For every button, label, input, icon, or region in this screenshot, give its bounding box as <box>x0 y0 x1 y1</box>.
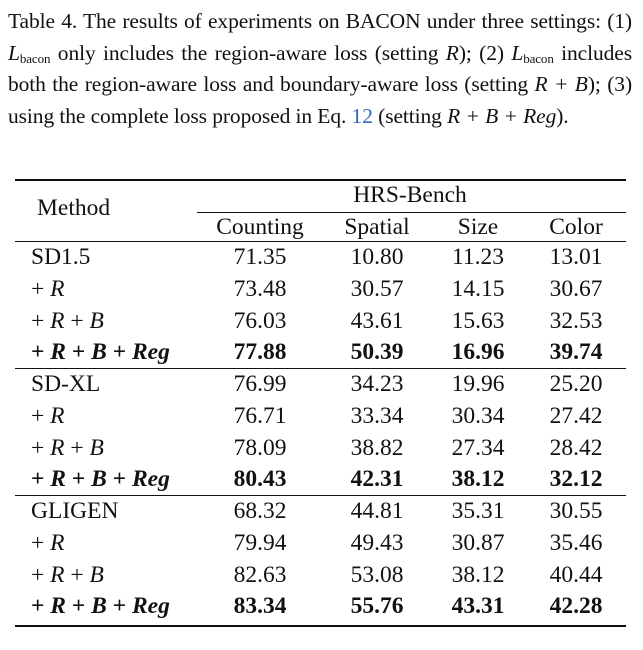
table-cell: 42.28 <box>549 593 603 620</box>
table-cell: 83.34 <box>233 593 287 620</box>
table-cell: 19.96 <box>451 371 505 397</box>
table-cell: 42.31 <box>350 466 404 493</box>
row-label: GLIGEN <box>31 498 119 524</box>
row-label: + R + B <box>31 434 104 461</box>
table-cell: 16.96 <box>451 339 505 366</box>
table-cell: 30.87 <box>451 529 505 556</box>
table-cell: 77.88 <box>233 339 287 366</box>
table-cell: 32.12 <box>549 466 603 493</box>
row-label: + R + B + Reg <box>31 466 170 493</box>
table-cell: 76.03 <box>233 307 287 334</box>
table-cell: 43.31 <box>451 593 505 620</box>
table-cell: 28.42 <box>549 434 603 461</box>
table-cell: 38.12 <box>451 466 505 493</box>
table-cell: 79.94 <box>233 529 287 556</box>
table-cell: 53.08 <box>350 561 404 588</box>
table-cell: 73.48 <box>233 275 287 302</box>
caption-part6: (setting <box>372 103 448 128</box>
caption-part3: ); (2) <box>458 40 512 65</box>
table-cell: 76.71 <box>233 402 287 429</box>
table-cell: 78.09 <box>233 434 287 461</box>
table-cell: 34.23 <box>350 371 404 397</box>
table-cell: 30.34 <box>451 402 505 429</box>
loss-subscript: bacon <box>19 50 51 66</box>
row-label: + R + B <box>31 307 104 334</box>
group-rule-gligen <box>15 495 626 496</box>
table-cell: 43.61 <box>350 307 404 334</box>
group-rule-sdxl <box>15 368 626 369</box>
caption-part7: ). <box>556 103 569 128</box>
row-label: + R + B <box>31 561 104 588</box>
row-label: + R <box>31 402 65 429</box>
table-cell: 30.67 <box>549 275 603 302</box>
loss-subscript-2: bacon <box>523 50 554 66</box>
table-cell: 11.23 <box>451 244 505 270</box>
row-label: SD1.5 <box>31 244 91 270</box>
table-cell: 14.15 <box>451 275 505 302</box>
table-cell: 55.76 <box>350 593 404 620</box>
setting-rb: R + B <box>534 72 588 96</box>
column-header-counting: Counting <box>216 214 304 240</box>
table-cell: 76.99 <box>233 371 287 397</box>
table-cell: 13.01 <box>549 244 603 270</box>
table-cell: 38.12 <box>451 561 505 588</box>
row-label: + R + B + Reg <box>31 339 170 366</box>
hrs-bench-header: HRS-Bench <box>353 182 467 208</box>
top-rule <box>15 179 626 181</box>
table-cell: 35.46 <box>549 529 603 556</box>
column-header-color: Color <box>549 214 603 240</box>
bottom-rule <box>15 625 626 627</box>
setting-r: R <box>445 40 459 65</box>
table-cell: 68.32 <box>233 498 287 524</box>
equation-reference-link[interactable]: 12 <box>351 103 373 128</box>
group-rule-sd15 <box>15 241 626 242</box>
table-cell: 40.44 <box>549 561 603 588</box>
row-label: + R <box>31 275 65 302</box>
loss-symbol: L <box>8 40 20 65</box>
table-cell: 27.42 <box>549 402 603 429</box>
table-cell: 35.31 <box>451 498 505 524</box>
caption-part1: Table 4. The results of experiments on BACON under three settings: (1) <box>8 9 632 33</box>
table-cell: 33.34 <box>350 402 404 429</box>
setting-rbreg: R + B + Reg <box>447 103 557 128</box>
loss-symbol-2: L <box>511 40 524 65</box>
method-header: Method <box>37 195 111 221</box>
table-cell: 30.57 <box>350 275 404 302</box>
table-cell: 10.80 <box>350 244 404 270</box>
table-cell: 49.43 <box>350 529 404 556</box>
table-cell: 82.63 <box>233 561 287 588</box>
table-cell: 27.34 <box>451 434 505 461</box>
table-cell: 30.55 <box>549 498 603 524</box>
row-label: + R + B + Reg <box>31 593 170 620</box>
column-header-spatial: Spatial <box>344 214 410 240</box>
table-cell: 25.20 <box>549 371 603 397</box>
table-cell: 71.35 <box>233 244 287 270</box>
column-header-size: Size <box>457 214 499 240</box>
table-cell: 32.53 <box>549 307 603 334</box>
table-cell: 44.81 <box>350 498 404 524</box>
table-cell: 39.74 <box>549 339 603 366</box>
table-caption <box>8 6 632 132</box>
row-label: SD-XL <box>31 371 101 397</box>
table-cell: 80.43 <box>233 466 287 493</box>
results-table <box>15 179 626 629</box>
caption-part5: ); (3) using the complete loss proposed in Eq. <box>8 72 633 128</box>
caption-part4: includes both the region-aware loss and boundary-aware loss (setting <box>8 40 632 96</box>
table-cell: 15.63 <box>451 307 505 334</box>
table-cell: 38.82 <box>350 434 404 461</box>
caption-part2: only includes the region-aware loss (setting <box>50 40 446 65</box>
table-cell: 50.39 <box>350 339 404 366</box>
row-label: + R <box>31 529 65 556</box>
